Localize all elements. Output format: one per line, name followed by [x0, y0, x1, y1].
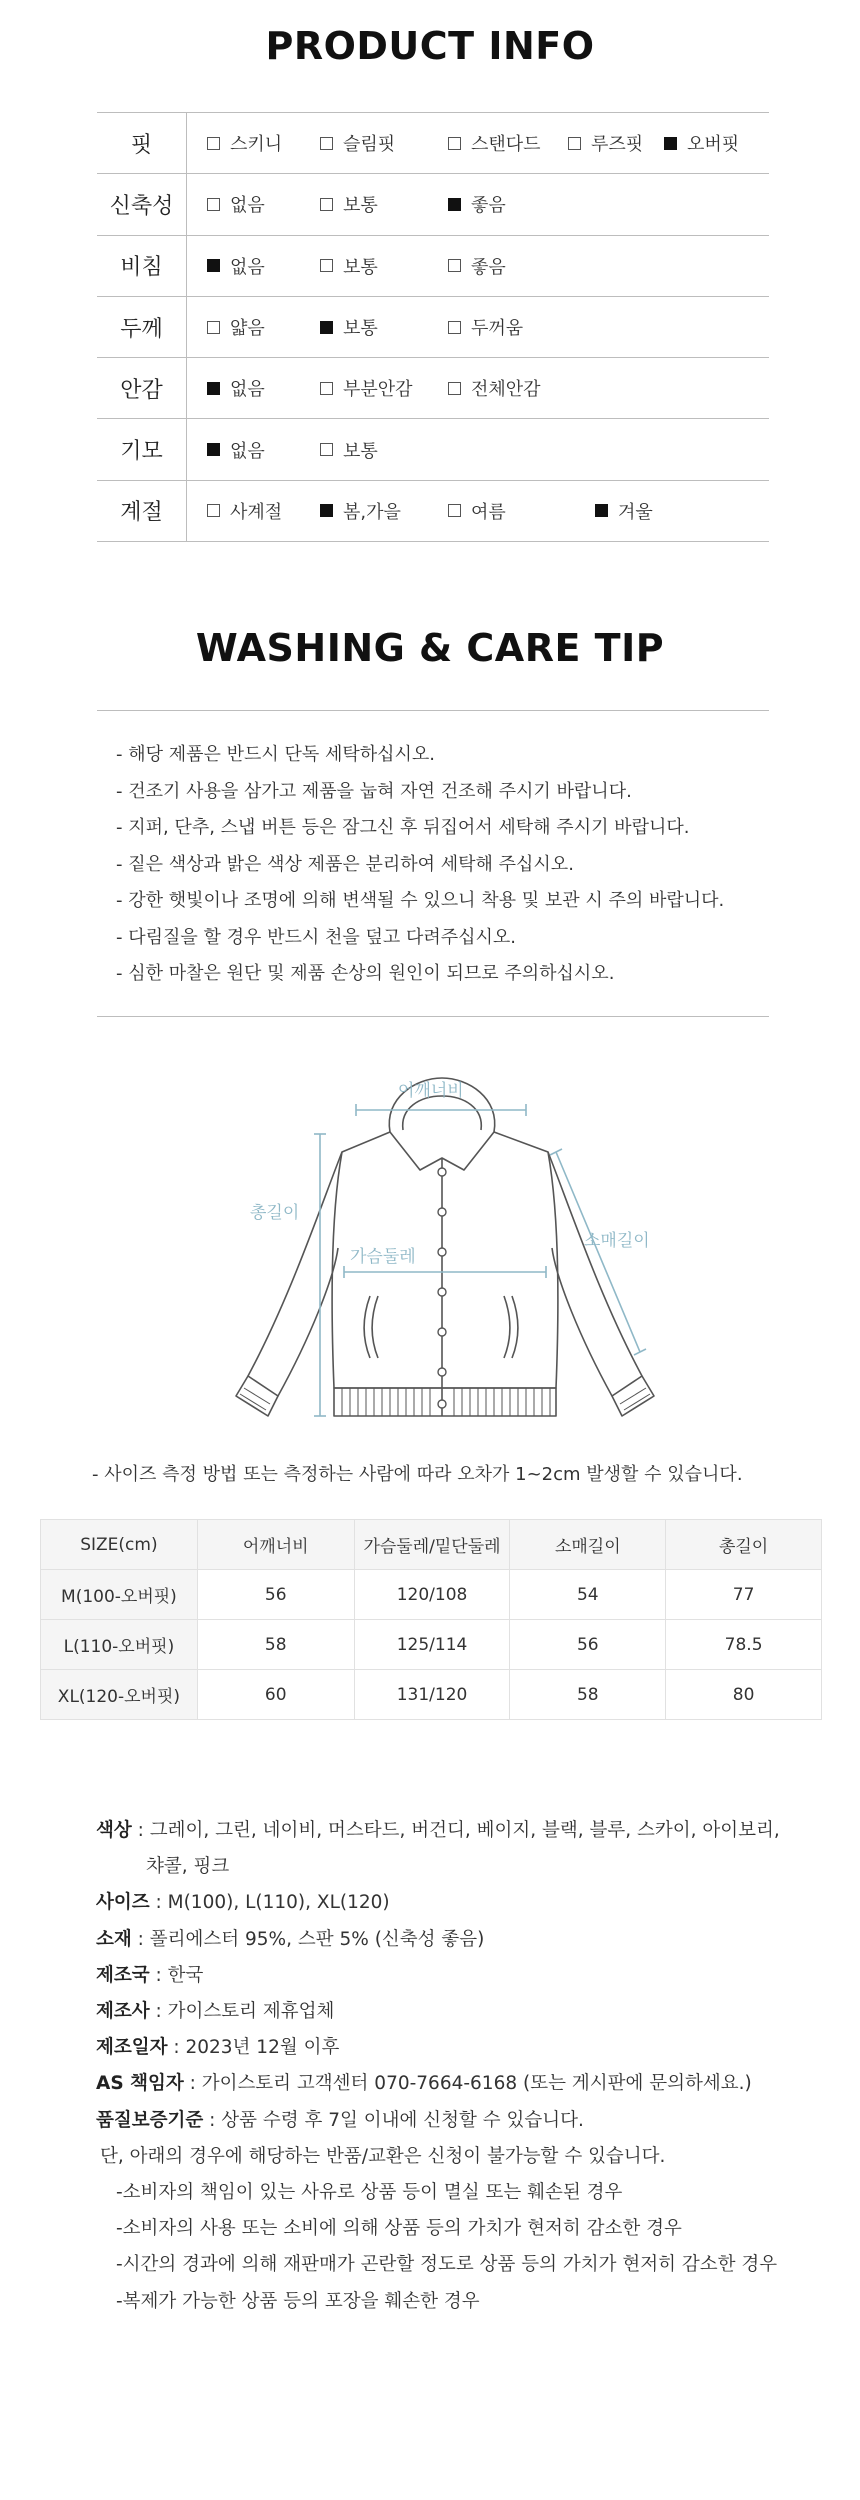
detail-color-cont: 챠콜, 핑크	[146, 1856, 230, 1878]
detail-exception: -시간의 경과에 의해 재판매가 곤란할 정도로 상품 등의 가치가 현저히 감소한 경우	[116, 2254, 778, 2276]
size-header-cell: 소매길이	[510, 1520, 666, 1570]
option: 여름	[448, 498, 506, 524]
chest-label: 가슴둘레	[350, 1247, 416, 1267]
detail-maker: 제조사 : 가이스토리 제휴업체	[96, 2001, 335, 2023]
option: 없음	[207, 437, 265, 463]
table-row	[41, 1670, 822, 1720]
checkbox-icon	[568, 137, 581, 150]
product-info-row-stretch	[97, 174, 769, 235]
option: 루즈핏	[568, 130, 643, 156]
care-tip: - 지퍼, 단추, 스냅 버튼 등은 잠그신 후 뒤집어서 세탁해 주시기 바랍니다.	[116, 817, 690, 838]
option: 없음	[207, 191, 265, 217]
sleeve-line	[556, 1152, 640, 1352]
size-header-cell: 어깨너비	[197, 1520, 354, 1570]
size-cell: 56	[197, 1570, 354, 1620]
option: 좋음	[448, 253, 506, 279]
shoulder-label: 어깨너비	[398, 1081, 464, 1101]
option: 슬림핏	[320, 130, 395, 156]
size-cell: 77	[666, 1570, 822, 1620]
jacket-measurement-diagram	[220, 1058, 660, 1428]
size-cell: XL(120-오버핏)	[41, 1670, 198, 1720]
size-cell: 60	[197, 1670, 354, 1720]
care-tips	[116, 737, 724, 993]
option: 보통	[320, 191, 378, 217]
size-cell: 131/120	[354, 1670, 510, 1720]
checkbox-icon	[320, 137, 333, 150]
size-cell: 58	[197, 1620, 354, 1670]
row-label: 핏	[97, 113, 187, 173]
size-cell: 56	[510, 1620, 666, 1670]
option: 봄,가을	[320, 498, 401, 524]
checkbox-icon	[207, 259, 220, 272]
checkbox-icon	[664, 137, 677, 150]
table-row	[41, 1570, 822, 1620]
option: 없음	[207, 253, 265, 279]
detail-exception-intro: 단, 아래의 경우에 해당하는 반품/교환은 신청이 불가능할 수 있습니다.	[100, 2145, 666, 2167]
size-cell: 54	[510, 1570, 666, 1620]
option: 스탠다드	[448, 130, 541, 156]
detail-color: 색상 : 그레이, 그린, 네이비, 머스타드, 버건디, 베이지, 블랙, 블루, 스카이, 아이보리,	[96, 1820, 780, 1841]
row-label: 신축성	[97, 174, 187, 234]
detail-as: AS 책임자 : 가이스토리 고객센터 070-7664-6168 (또는 게시판에 문의하세요.)	[96, 2073, 752, 2095]
checkbox-icon	[448, 198, 461, 211]
product-info-row-sheer	[97, 236, 769, 297]
size-table	[40, 1519, 822, 1720]
care-tip: - 해당 제품은 반드시 단독 세탁하십시오.	[116, 744, 436, 765]
product-info-title: PRODUCT INFO	[265, 24, 595, 68]
checkbox-icon	[595, 504, 608, 517]
checkbox-icon	[207, 382, 220, 395]
divider	[97, 710, 769, 711]
size-header-cell: SIZE(cm)	[41, 1520, 198, 1570]
product-info-row-brushed	[97, 419, 769, 480]
checkbox-icon	[320, 198, 333, 211]
sleeve-label: 소매길이	[584, 1231, 650, 1251]
size-header-cell: 가슴둘레/밑단둘레	[354, 1520, 510, 1570]
care-tip: - 심한 마찰은 원단 및 제품 손상의 원인이 되므로 주의하십시오.	[116, 963, 615, 984]
detail-exception: -소비자의 책임이 있는 사유로 상품 등이 멸실 또는 훼손된 경우	[116, 2182, 623, 2204]
row-label: 두께	[97, 297, 187, 357]
checkbox-icon	[207, 198, 220, 211]
checkbox-icon	[207, 321, 220, 334]
row-label: 비침	[97, 236, 187, 296]
size-cell: 125/114	[354, 1620, 510, 1670]
checkbox-icon	[448, 504, 461, 517]
product-info-row-thickness	[97, 297, 769, 358]
size-cell: 58	[510, 1670, 666, 1720]
checkbox-icon	[207, 137, 220, 150]
product-info-table	[97, 112, 769, 542]
option: 없음	[207, 375, 265, 401]
detail-date: 제조일자 : 2023년 12월 이후	[96, 2037, 340, 2059]
option: 보통	[320, 437, 378, 463]
option: 스키니	[207, 130, 282, 156]
care-tip: - 건조기 사용을 삼가고 제품을 눕혀 자연 건조해 주시기 바랍니다.	[116, 780, 632, 802]
size-cell: M(100-오버핏)	[41, 1570, 198, 1620]
product-info-row-fit	[97, 113, 769, 174]
option: 좋음	[448, 191, 506, 217]
size-header-cell: 총길이	[666, 1520, 822, 1570]
size-cell: 78.5	[666, 1620, 822, 1670]
detail-material: 소재 : 폴리에스터 95%, 스판 5% (신축성 좋음)	[96, 1928, 485, 1950]
option: 겨울	[595, 498, 653, 524]
table-row	[41, 1620, 822, 1670]
row-label: 안감	[97, 358, 187, 418]
option: 오버핏	[664, 130, 739, 156]
size-cell: 80	[666, 1670, 822, 1720]
size-note: - 사이즈 측정 방법 또는 측정하는 사람에 따라 오차가 1~2cm 발생할 수 있습니다.	[92, 1464, 743, 1485]
size-cell: L(110-오버핏)	[41, 1620, 198, 1670]
checkbox-icon	[320, 382, 333, 395]
care-tip: - 강한 햇빛이나 조명에 의해 변색될 수 있으니 착용 및 보관 시 주의 바랍니다.	[116, 890, 725, 911]
option: 보통	[320, 314, 378, 340]
option: 전체안감	[448, 375, 541, 401]
detail-warranty: 품질보증기준 : 상품 수령 후 7일 이내에 신청할 수 있습니다.	[96, 2109, 584, 2131]
size-cell: 120/108	[354, 1570, 510, 1620]
product-info-row-season	[97, 481, 769, 542]
checkbox-icon	[448, 259, 461, 272]
checkbox-icon	[320, 504, 333, 517]
row-label: 계절	[97, 481, 187, 541]
care-tip: - 짙은 색상과 밝은 색상 제품은 분리하여 세탁해 주십시오.	[116, 853, 574, 875]
option: 사계절	[207, 498, 282, 524]
option: 보통	[320, 253, 378, 279]
checkbox-icon	[207, 443, 220, 456]
option: 두꺼움	[448, 314, 523, 340]
detail-size: 사이즈 : M(100), L(110), XL(120)	[96, 1892, 390, 1914]
detail-exception: -소비자의 사용 또는 소비에 의해 상품 등의 가치가 현저히 감소한 경우	[116, 2218, 682, 2240]
option: 얇음	[207, 314, 265, 340]
checkbox-icon	[320, 443, 333, 456]
checkbox-icon	[320, 321, 333, 334]
checkbox-icon	[448, 382, 461, 395]
care-tip: - 다림질을 할 경우 반드시 천을 덮고 다려주십시오.	[116, 926, 517, 948]
length-label: 총길이	[250, 1203, 300, 1223]
checkbox-icon	[320, 259, 333, 272]
row-label: 기모	[97, 419, 187, 479]
product-info-row-lining	[97, 358, 769, 419]
option: 부분안감	[320, 375, 413, 401]
checkbox-icon	[448, 137, 461, 150]
detail-country: 제조국 : 한국	[96, 1964, 204, 1986]
checkbox-icon	[448, 321, 461, 334]
product-details	[96, 1813, 780, 2320]
checkbox-icon	[207, 504, 220, 517]
measurement-labels	[250, 1080, 650, 1267]
size-table-header	[41, 1520, 822, 1570]
divider	[97, 1016, 769, 1017]
care-title: WASHING & CARE TIP	[195, 626, 665, 670]
detail-exception: -복제가 가능한 상품 등의 포장을 훼손한 경우	[116, 2290, 480, 2312]
